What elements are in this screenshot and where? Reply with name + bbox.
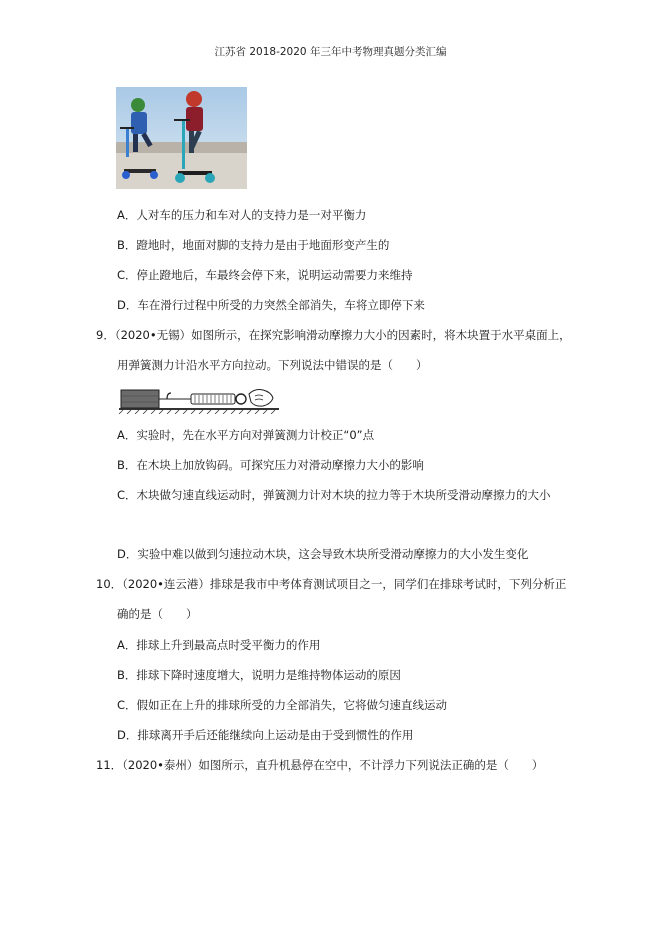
q9-stem-line1: 9．（2020•无锡）如图所示，在探究影响滑动摩擦力大小的因素时，将木块置于水平桌面上， bbox=[96, 328, 571, 342]
page-header: 江苏省 2018-2020 年三年中考物理真题分类汇编 bbox=[214, 46, 447, 58]
q11-stem-line1: 11．（2020•泰州）如图所示，直升机悬停在空中，不计浮力下列说法正确的是（ ） bbox=[96, 758, 544, 772]
q9-option-c: C．木块做匀速直线运动时，弹簧测力计对木块的拉力等于木块所受滑动摩擦力的大小 bbox=[117, 488, 551, 502]
q8-option-b: B．蹬地时，地面对脚的支持力是由于地面形变产生的 bbox=[117, 238, 390, 252]
q10-stem-line1: 10．（2020•连云港）排球是我市中考体育测试项目之一，同学们在排球考试时，下列分析正 bbox=[96, 577, 567, 591]
q9-option-d: D．实验中难以做到匀速拉动木块，这会导致木块所受滑动摩擦力的大小发生变化 bbox=[117, 547, 529, 561]
q10-option-c: C．假如正在上升的排球所受的力全部消失，它将做匀速直线运动 bbox=[117, 698, 448, 712]
q10-option-d: D．排球离开手后还能继续向上运动是由于受到惯性的作用 bbox=[117, 728, 414, 742]
friction-experiment-figure bbox=[117, 384, 282, 414]
q8-option-d: D．车在滑行过程中所受的力突然全部消失，车将立即停下来 bbox=[117, 298, 425, 312]
q8-option-c: C．停止蹬地后，车最终会停下来，说明运动需要力来维持 bbox=[117, 268, 413, 282]
q9-option-a: A．实验时，先在水平方向对弹簧测力计校正“0”点 bbox=[117, 428, 375, 442]
q10-stem-line2: 确的是（ ） bbox=[117, 607, 198, 621]
q9-stem-line2: 用弹簧测力计沿水平方向拉动。下列说法中错误的是（ ） bbox=[117, 358, 428, 372]
q10-option-a: A．排球上升到最高点时受平衡力的作用 bbox=[117, 638, 321, 652]
scooter-photo bbox=[116, 87, 247, 189]
q8-option-a: A．人对车的压力和车对人的支持力是一对平衡力 bbox=[117, 208, 367, 222]
q10-option-b: B．排球下降时速度增大，说明力是维持物体运动的原因 bbox=[117, 668, 401, 682]
q9-option-b: B．在木块上加放钩码。可探究压力对滑动摩擦力大小的影响 bbox=[117, 458, 424, 472]
